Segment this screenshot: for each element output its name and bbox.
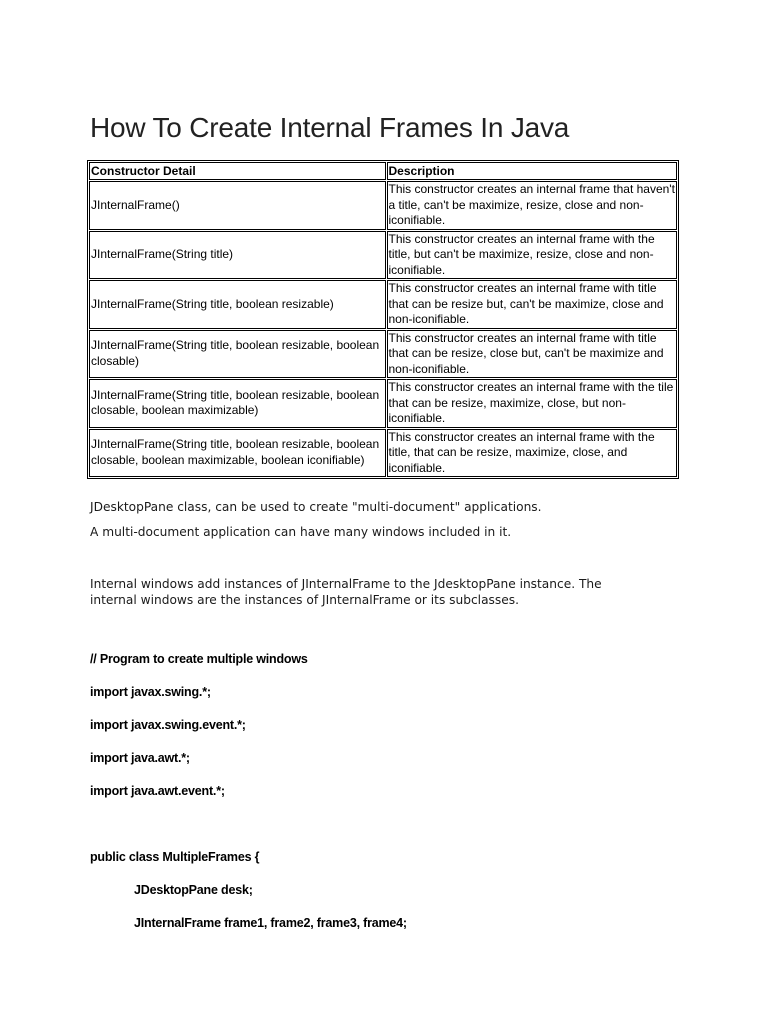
constructor-cell: JInternalFrame() [89, 181, 386, 230]
paragraph-desktop-pane: JDesktopPane class, can be used to create "multi-document" applications. [90, 500, 542, 514]
description-cell: This constructor creates an internal frame with the tile that can be resize, maximize, close, but non-iconifiable. [387, 379, 678, 428]
constructor-cell: JInternalFrame(String title, boolean resizable, boolean closable) [89, 330, 386, 379]
code-import-swing: import javax.swing.*; [90, 685, 211, 699]
constructor-cell: JInternalFrame(String title, boolean resizable, boolean closable, boolean maximizable) [89, 379, 386, 428]
table-row [89, 429, 677, 478]
description-cell: This constructor creates an internal frame with title that can be resize, close but, can't be maximize and non-iconifiable. [387, 330, 678, 379]
code-field-desk: JDesktopPane desk; [134, 883, 253, 897]
paragraph-multi-document: A multi-document application can have many windows included in it. [90, 525, 512, 539]
page-title: How To Create Internal Frames In Java [90, 112, 570, 143]
constructor-cell: JInternalFrame(String title, boolean resizable, boolean closable, boolean maximizable, boolean iconifiable) [89, 429, 386, 478]
code-import-awt: import java.awt.*; [90, 751, 190, 765]
table-row [89, 330, 677, 379]
code-import-awt-event: import java.awt.event.*; [90, 784, 225, 798]
constructor-cell: JInternalFrame(String title) [89, 231, 386, 280]
code-class-declaration: public class MultipleFrames { [90, 850, 260, 864]
description-cell: This constructor creates an internal frame with the title, but can't be maximize, resize, close and non-iconifiable. [387, 231, 678, 280]
table-row [89, 231, 677, 280]
table-header-row [89, 162, 677, 180]
table-row [89, 379, 677, 428]
code-field-frames: JInternalFrame frame1, frame2, frame3, frame4; [134, 916, 407, 930]
constructor-table-wrapper [87, 160, 679, 479]
header-constructor-detail: Constructor Detail [89, 162, 386, 180]
header-description: Description [387, 162, 678, 180]
description-cell: This constructor creates an internal frame with the title, that can be resize, maximize, close, and iconifiable. [387, 429, 678, 478]
constructor-cell: JInternalFrame(String title, boolean resizable) [89, 280, 386, 329]
code-import-swing-event: import javax.swing.event.*; [90, 718, 246, 732]
description-cell: This constructor creates an internal frame that haven't a title, can't be maximize, resize, close and non-iconifiable. [387, 181, 678, 230]
code-comment: // Program to create multiple windows [90, 652, 308, 666]
description-cell: This constructor creates an internal frame with title that can be resize but, can't be maximize, close and non-iconifiable. [387, 280, 678, 329]
table-row [89, 280, 677, 329]
constructor-table [87, 160, 679, 479]
paragraph-internal-windows: Internal windows add instances of JInternalFrame to the JdesktopPane instance. The internal windows are the instances of JInternalFrame or its subclasses. [90, 577, 602, 607]
table-row [89, 181, 677, 230]
